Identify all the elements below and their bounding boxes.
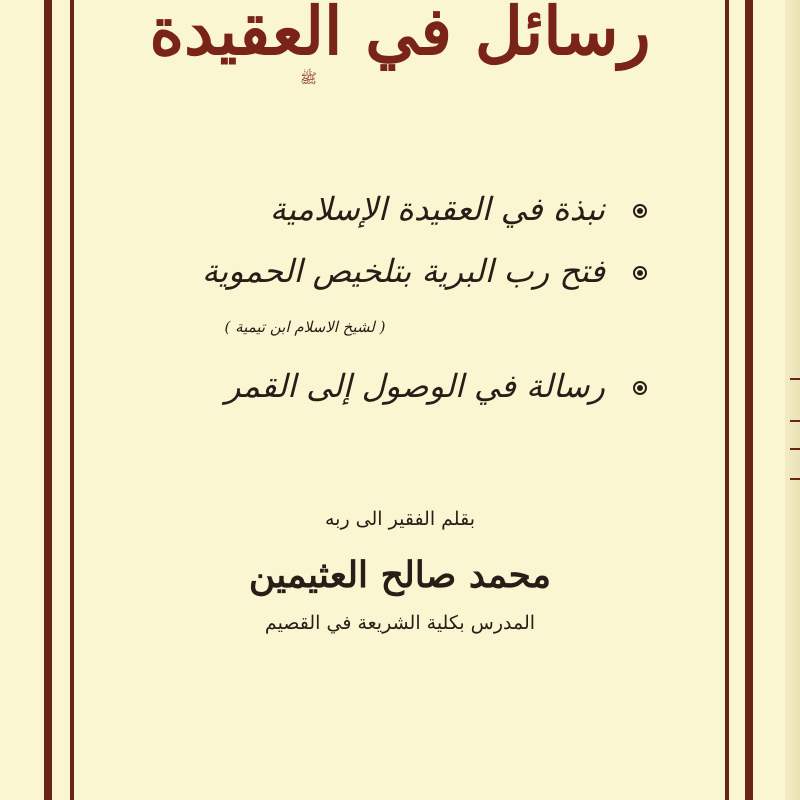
book-title: رسائل في العقيدة [149, 0, 651, 70]
left-inner-border-rule [70, 0, 74, 800]
list-item [190, 252, 635, 367]
bullet-icon [633, 204, 647, 218]
list-item-text: رسالة في الوصول إلى القمر [225, 367, 605, 405]
by-line: بقلم الفقير الى ربه [324, 508, 475, 530]
left-outer-border-rule [44, 0, 52, 800]
list-item [190, 367, 635, 429]
author-name: محمد صالح العثيمين [248, 554, 552, 596]
right-inner-border-rule [725, 0, 729, 800]
edge-mark [790, 478, 800, 480]
page-edge [785, 0, 800, 800]
contents-list [190, 190, 635, 429]
edge-mark [790, 420, 800, 422]
list-item-note: ( لشيخ الاسلام ابن تيمية ) [224, 318, 386, 336]
author-role: المدرس بكلية الشريعة في القصيم [264, 612, 536, 634]
title-honorific-mark: ﷺ [300, 71, 317, 87]
bullet-icon [633, 266, 647, 280]
edge-mark [790, 378, 800, 380]
list-item [190, 190, 635, 252]
list-item-text: فتح رب البرية بتلخيص الحموية [202, 252, 605, 290]
right-outer-border-rule [745, 0, 753, 800]
edge-mark [790, 448, 800, 450]
bullet-icon [633, 381, 647, 395]
list-item-text: نبذة في العقيدة الإسلامية [269, 190, 605, 228]
